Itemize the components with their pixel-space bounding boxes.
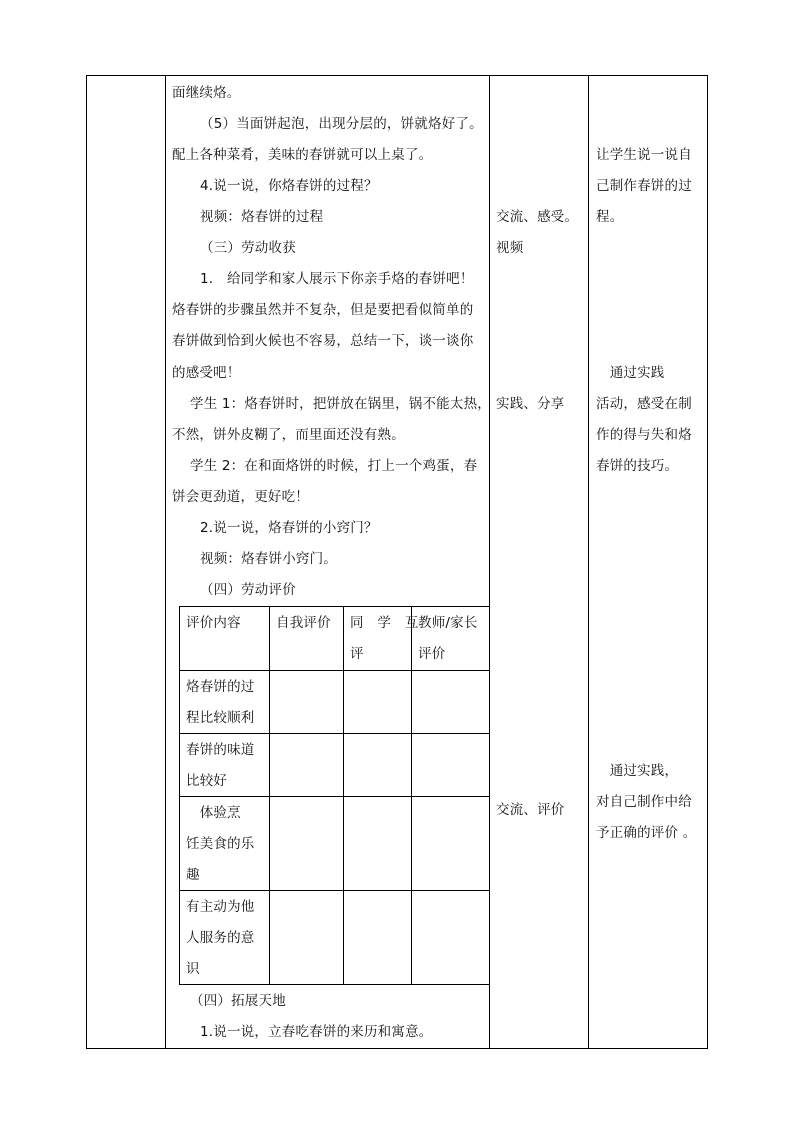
content-line: 视频：烙春饼的过程 — [200, 209, 324, 225]
content-line: 学生 1：烙春饼时，把饼放在锅里，锅不能太热， — [190, 396, 491, 412]
table-row-label: 体验烹 — [186, 805, 241, 821]
section-heading: （三）劳动收获 — [200, 240, 296, 256]
table-row-label: 饪美食的乐 — [186, 836, 255, 852]
content-line: 视频：烙春饼小窍门。 — [200, 551, 337, 567]
column-divider-3 — [588, 75, 589, 1049]
intent-text: 程。 — [596, 209, 624, 225]
content-line: 的感受吧！ — [172, 365, 241, 381]
table-row-label: 比较好 — [186, 773, 228, 789]
content-line: 1.说一说，立春吃春饼的来历和寓意。 — [200, 1024, 433, 1040]
content-line: 2.说一说，烙春饼的小窍门？ — [200, 520, 378, 536]
table-row-label: 春饼的味道 — [186, 742, 255, 758]
table-row-label: 人服务的意 — [186, 930, 255, 946]
intent-text: 作的得与失和烙 — [596, 427, 692, 443]
table-row-label: 识 — [186, 961, 200, 977]
content-line: 春饼做到恰到火候也不容易，总结一下，谈一谈你 — [172, 333, 474, 349]
intent-text: 对自己制作中给 — [596, 794, 692, 810]
activity-text: 视频 — [496, 240, 524, 256]
content-line: 不然，饼外皮糊了，而里面还没有熟。 — [172, 427, 405, 443]
table-header-content: 评价内容 — [186, 615, 241, 631]
table-header-teacher: 评价 — [418, 646, 446, 662]
intent-text: 己制作春饼的过 — [596, 178, 692, 194]
activity-text: 实践、分享 — [496, 396, 565, 412]
table-header-teacher: 教师/家长 — [418, 615, 478, 631]
column-divider-2 — [489, 75, 490, 1049]
table-left-border — [86, 75, 87, 1049]
column-divider-1 — [165, 75, 166, 1049]
content-line: 配上各种菜肴，美味的春饼就可以上桌了。 — [172, 147, 433, 163]
table-row-label: 有主动为他 — [186, 899, 255, 915]
table-header-self: 自我评价 — [276, 615, 331, 631]
content-line: 1. 给同学和家人展示下你亲手烙的春饼吧！ — [200, 271, 474, 287]
content-line: 学生 2：在和面烙饼的时候，打上一个鸡蛋，春 — [190, 458, 478, 474]
activity-text: 交流、评价 — [496, 802, 565, 818]
content-line: 面继续烙。 — [172, 85, 241, 101]
table-right-border — [707, 75, 708, 1049]
intent-text: 通过实践， — [596, 763, 679, 779]
table-row-label: 趣 — [186, 867, 200, 883]
intent-text: 通过实践 — [596, 365, 665, 381]
content-line: 烙春饼的步骤虽然并不复杂，但是要把看似简单的 — [172, 302, 474, 318]
table-header-peer: 同 学 互 — [350, 615, 419, 631]
intent-text: 让学生说一说自 — [596, 147, 692, 163]
activity-text: 交流、感受。 — [496, 209, 579, 225]
table-top-border — [86, 75, 708, 76]
content-line: （5）当面饼起泡，出现分层的，饼就烙好了。 — [200, 116, 483, 132]
content-line: 饼会更劲道，更好吃！ — [172, 489, 309, 505]
table-bottom-border — [86, 1048, 708, 1049]
intent-text: 春饼的技巧。 — [596, 458, 679, 474]
intent-text: 活动，感受在制 — [596, 396, 692, 412]
intent-text: 予正确的评价 。 — [596, 825, 697, 841]
section-heading: （四）拓展天地 — [190, 993, 286, 1009]
content-line: 4.说一说，你烙春饼的过程？ — [200, 178, 378, 194]
table-header-peer: 评 — [350, 646, 364, 662]
section-heading: （四）劳动评价 — [200, 582, 296, 598]
table-row-label: 程比较顺利 — [186, 710, 255, 726]
table-row-label: 烙春饼的过 — [186, 679, 255, 695]
